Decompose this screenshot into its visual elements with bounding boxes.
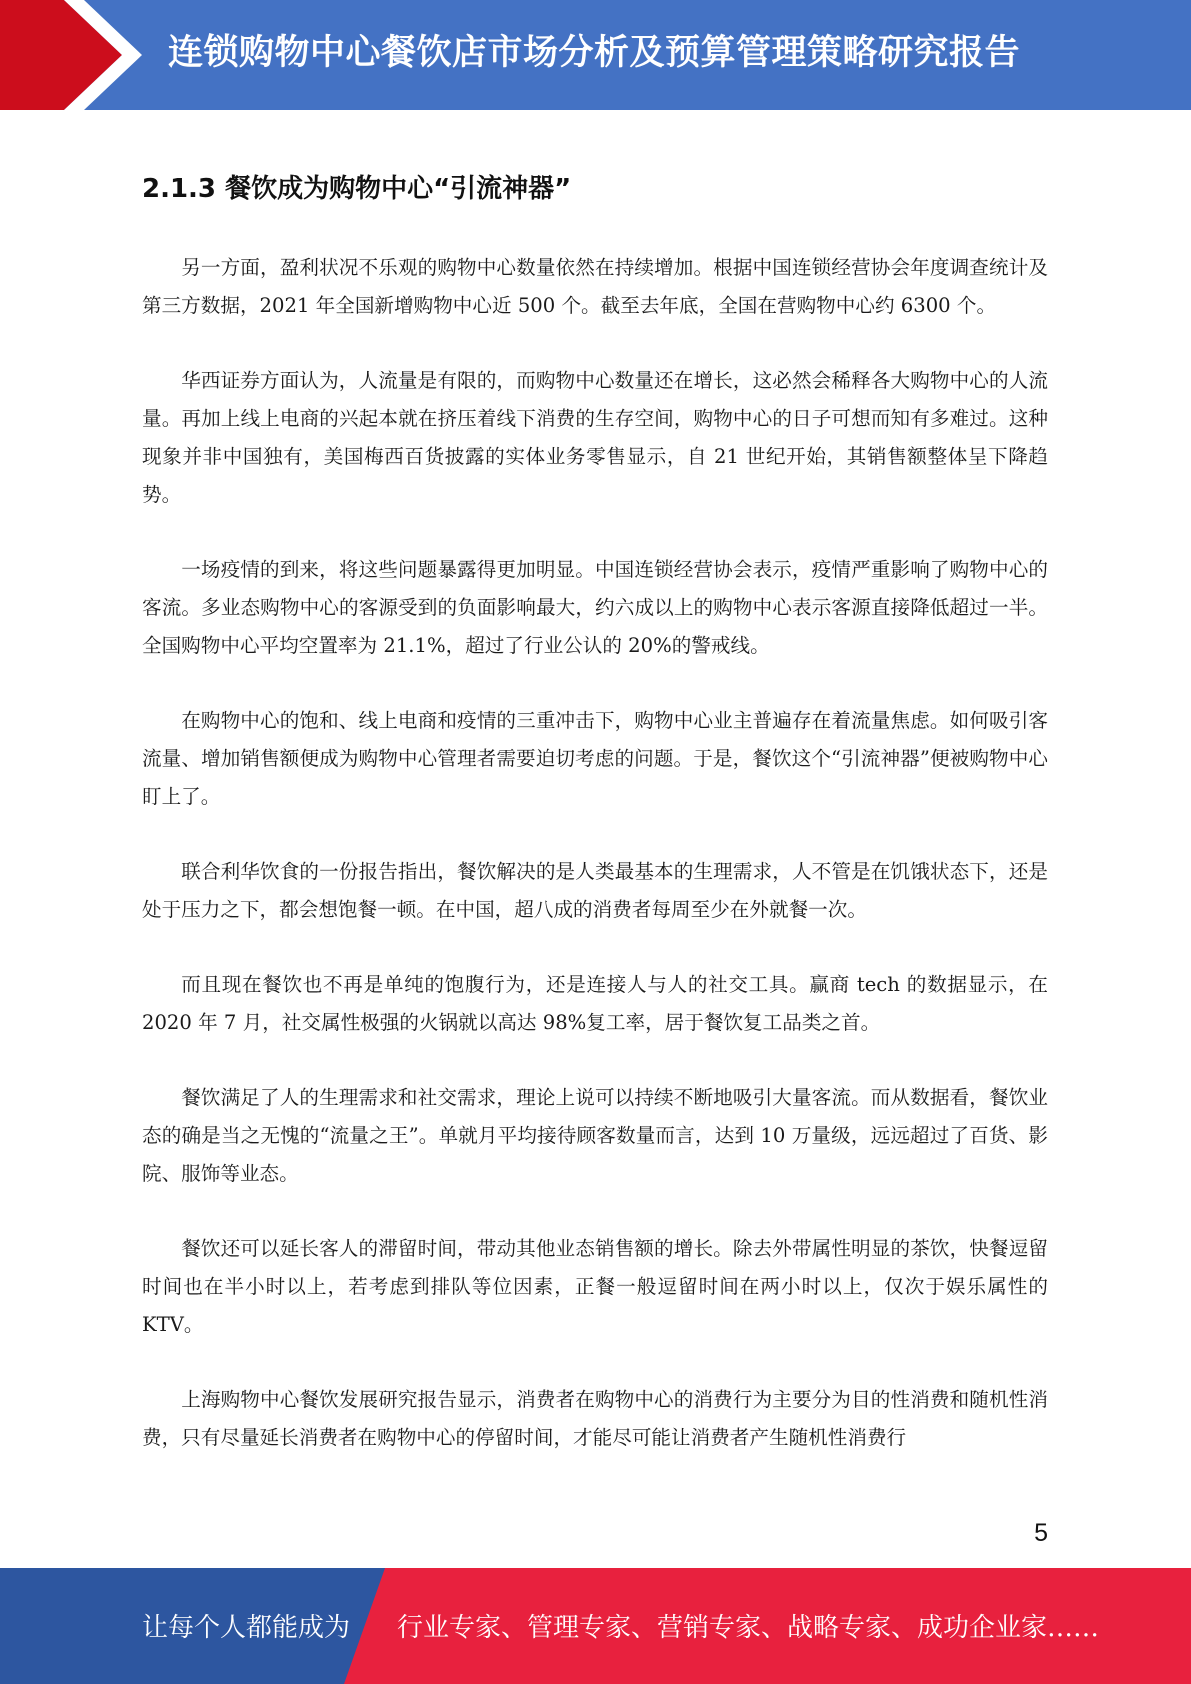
report-title: 连锁购物中心餐饮店市场分析及预算管理策略研究报告 [168,33,1021,73]
section-heading: 2.1.3 餐饮成为购物中心“引流神器” [142,174,572,204]
body-paragraph: 联合利华饮食的一份报告指出，餐饮解决的是人类最基本的生理需求，人不管是在饥饿状态下，还是处于压力之下，都会想饱餐一顿。在中国，超八成的消费者每周至少在外就餐一次。 [142,860,1048,921]
body-paragraph: 一场疫情的到来，将这些问题暴露得更加明显。中国连锁经营协会表示，疫情严重影响了购物中心的客流。多业态购物中心的客源受到的负面影响最大，约六成以上的购物中心表示客源直接降低超过一半。全国购物中心平均空置率为 21.1%，超过了行业公认的 20%的警戒线。 [142,558,1048,657]
body-paragraph: 餐饮满足了人的生理需求和社交需求，理论上说可以持续不断地吸引大量客流。而从数据看，餐饮业态的确是当之无愧的“流量之王”。单就月平均接待顾客数量而言，达到 10 万量级，远远超过了百货、影院、服饰等业态。 [142,1086,1048,1185]
footer-slogan-right: 行业专家、管理专家、营销专家、战略专家、成功企业家…… [397,1613,1100,1643]
page-number: 5 [1034,1519,1048,1547]
body-paragraph: 餐饮还可以延长客人的滞留时间，带动其他业态销售额的增长。除去外带属性明显的茶饮，快餐逗留时间也在半小时以上，若考虑到排队等位因素，正餐一般逗留时间在两小时以上，仅次于娱乐属性的 KTV。 [142,1237,1048,1336]
body-content [142,249,1048,1494]
body-paragraph: 另一方面，盈利状况不乐观的购物中心数量依然在持续增加。根据中国连锁经营协会年度调查统计及第三方数据，2021 年全国新增购物中心近 500 个。截至去年底，全国在营购物中心约 6300 个。 [142,256,1048,317]
header-banner [0,0,1191,110]
footer-slogan-left: 让每个人都能成为 [142,1613,351,1643]
body-paragraph: 而且现在餐饮也不再是单纯的饱腹行为，还是连接人与人的社交工具。赢商 tech 的数据显示，在 2020 年 7 月，社交属性极强的火锅就以高达 98%复工率，居于餐饮复工品类之首。 [142,973,1048,1034]
body-paragraph: 上海购物中心餐饮发展研究报告显示，消费者在购物中心的消费行为主要分为目的性消费和随机性消费，只有尽量延长消费者在购物中心的停留时间，才能尽可能让消费者产生随机性消费行 [142,1388,1048,1449]
footer-banner [0,1568,1191,1684]
header-red-arrow-decoration [0,0,150,110]
body-paragraph: 华西证券方面认为，人流量是有限的，而购物中心数量还在增长，这必然会稀释各大购物中心的人流量。再加上线上电商的兴起本就在挤压着线下消费的生存空间，购物中心的日子可想而知有多难过。这种现象并非中国独有，美国梅西百货披露的实体业务零售显示，自 21 世纪开始，其销售额整体呈下降趋势。 [142,369,1048,506]
body-paragraph: 在购物中心的饱和、线上电商和疫情的三重冲击下，购物中心业主普遍存在着流量焦虑。如何吸引客流量、增加销售额便成为购物中心管理者需要迫切考虑的问题。于是，餐饮这个“引流神器”便被购物中心盯上了。 [142,709,1048,808]
